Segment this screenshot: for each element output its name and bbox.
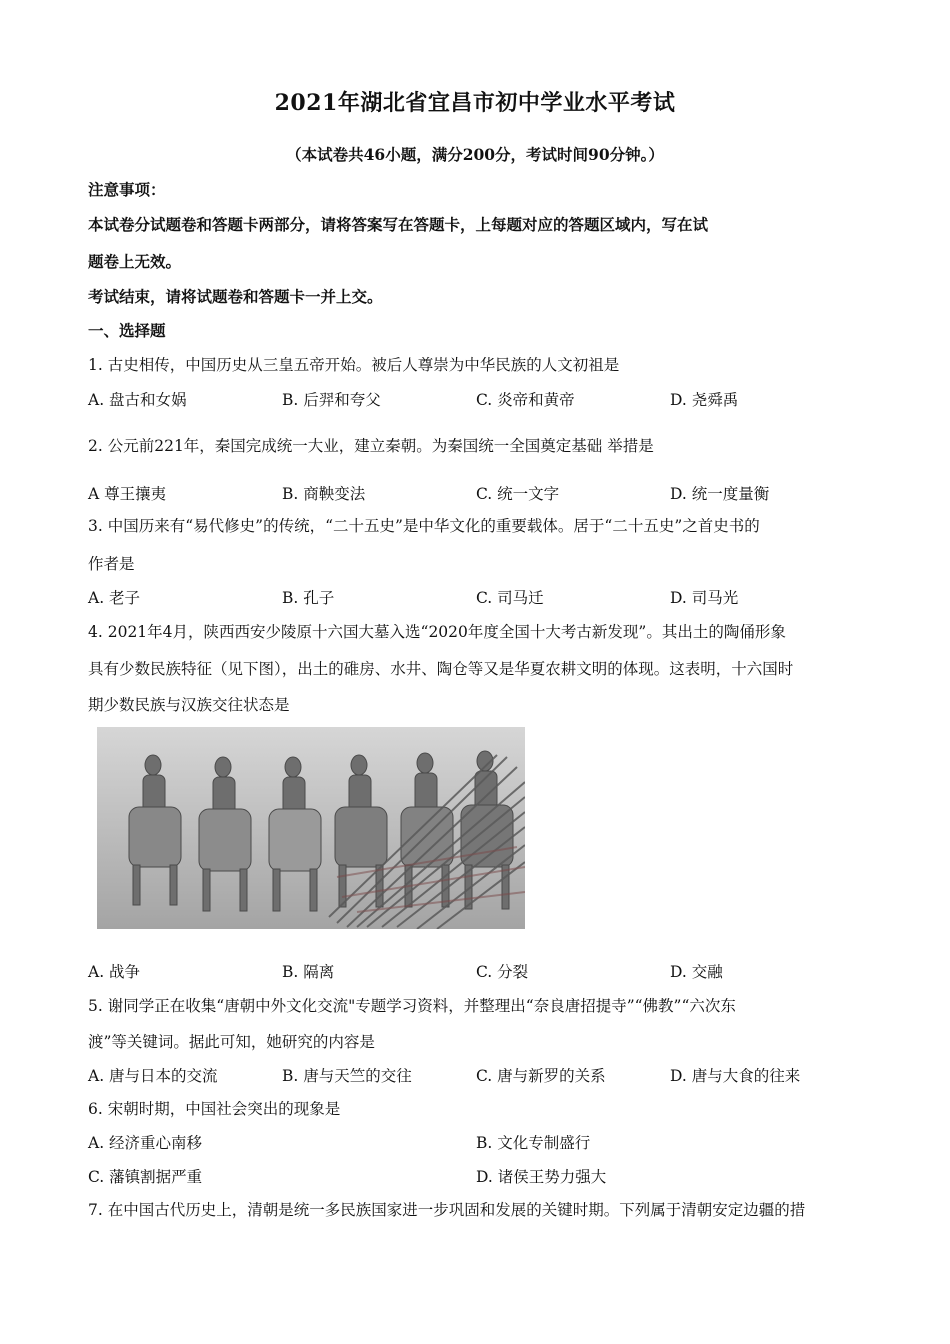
question-stem: 1. 古史相传，中国历史从三皇五帝开始。被后人尊崇为中华民族的人文初祖是 — [88, 356, 620, 374]
question-stem: 作者是 — [88, 555, 135, 573]
option-a: A. 唐与日本的交流 — [88, 1067, 218, 1085]
option-a: A. 老子 — [88, 589, 141, 607]
option-d: D. 统一度量衡 — [670, 485, 770, 503]
exam-title: 2021年湖北省宜昌市初中学业水平考试 — [274, 90, 676, 116]
option-a: A. 经济重心南移 — [88, 1134, 203, 1152]
option-c: C. 唐与新罗的关系 — [476, 1067, 606, 1085]
option-c: C. 司马迁 — [476, 589, 544, 607]
question-stem: 2. 公元前221年，秦国完成统一大业，建立秦朝。为秦国统一全国奠定基础 举措是 — [88, 437, 654, 455]
option-a: A. 战争 — [88, 963, 141, 981]
question-stem: 5. 谢同学正在收集“唐朝中外文化交流"专题学习资料，并整理出“奈良唐招提寺”“佛教”“六次东 — [88, 997, 736, 1015]
question-stem: 期少数民族与汉族交往状态是 — [88, 696, 290, 714]
option-c: C. 分裂 — [476, 963, 529, 981]
option-a: A 尊王攘夷 — [88, 485, 167, 503]
notice-line: 题卷上无效。 — [88, 252, 182, 271]
notice-line: 本试卷分试题卷和答题卡两部分，请将答案写在答题卡，上每题对应的答题区域内，写在试 — [88, 215, 709, 234]
option-d: D. 唐与大食的往来 — [670, 1067, 801, 1085]
option-c: C. 炎帝和黄帝 — [476, 391, 575, 409]
option-c: C. 藩镇割据严重 — [88, 1168, 203, 1186]
question-stem: 6. 宋朝时期，中国社会突出的现象是 — [88, 1100, 341, 1118]
question-stem: 4. 2021年4月，陕西西安少陵原十六国大墓入选“2020年度全国十大考古新发现”。其出土的陶俑形象 — [88, 623, 786, 641]
question-stem: 渡”等关键词。据此可知，她研究的内容是 — [88, 1033, 375, 1051]
option-b: B. 商鞅变法 — [282, 485, 366, 503]
option-b: B. 后羿和夸父 — [282, 391, 381, 409]
question-stem: 7. 在中国古代历史上，清朝是统一多民族国家进一步巩固和发展的关键时期。下列属于清朝安定边疆的措 — [88, 1201, 806, 1219]
figurines-illustration — [97, 727, 525, 929]
option-d: D. 尧舜禹 — [670, 391, 739, 409]
section-heading: 一、选择题 — [88, 321, 166, 340]
notice-line: 考试结束，请将试题卷和答题卡一并上交。 — [88, 287, 383, 306]
exam-subtitle: （本试卷共46小题，满分200分，考试时间90分钟。） — [286, 145, 664, 164]
option-b: B. 唐与天竺的交往 — [282, 1067, 412, 1085]
pottery-figurines-photo — [97, 727, 525, 929]
question-stem: 具有少数民族特征（见下图），出土的碓房、水井、陶仓等又是华夏农耕文明的体现。这表明，十六国时 — [88, 660, 794, 678]
notice-heading: 注意事项： — [88, 180, 166, 199]
option-c: C. 统一文字 — [476, 485, 560, 503]
option-b: B. 隔离 — [282, 963, 335, 981]
option-b: B. 文化专制盛行 — [476, 1134, 591, 1152]
option-d: D. 司马光 — [670, 589, 739, 607]
option-b: B. 孔子 — [282, 589, 335, 607]
question-stem: 3. 中国历来有“易代修史”的传统，“二十五史”是中华文化的重要载体。居于“二十五史”之首史书的 — [88, 517, 760, 535]
option-a: A. 盘古和女娲 — [88, 391, 187, 409]
option-d: D. 交融 — [670, 963, 723, 981]
option-d: D. 诸侯王势力强大 — [476, 1168, 607, 1186]
